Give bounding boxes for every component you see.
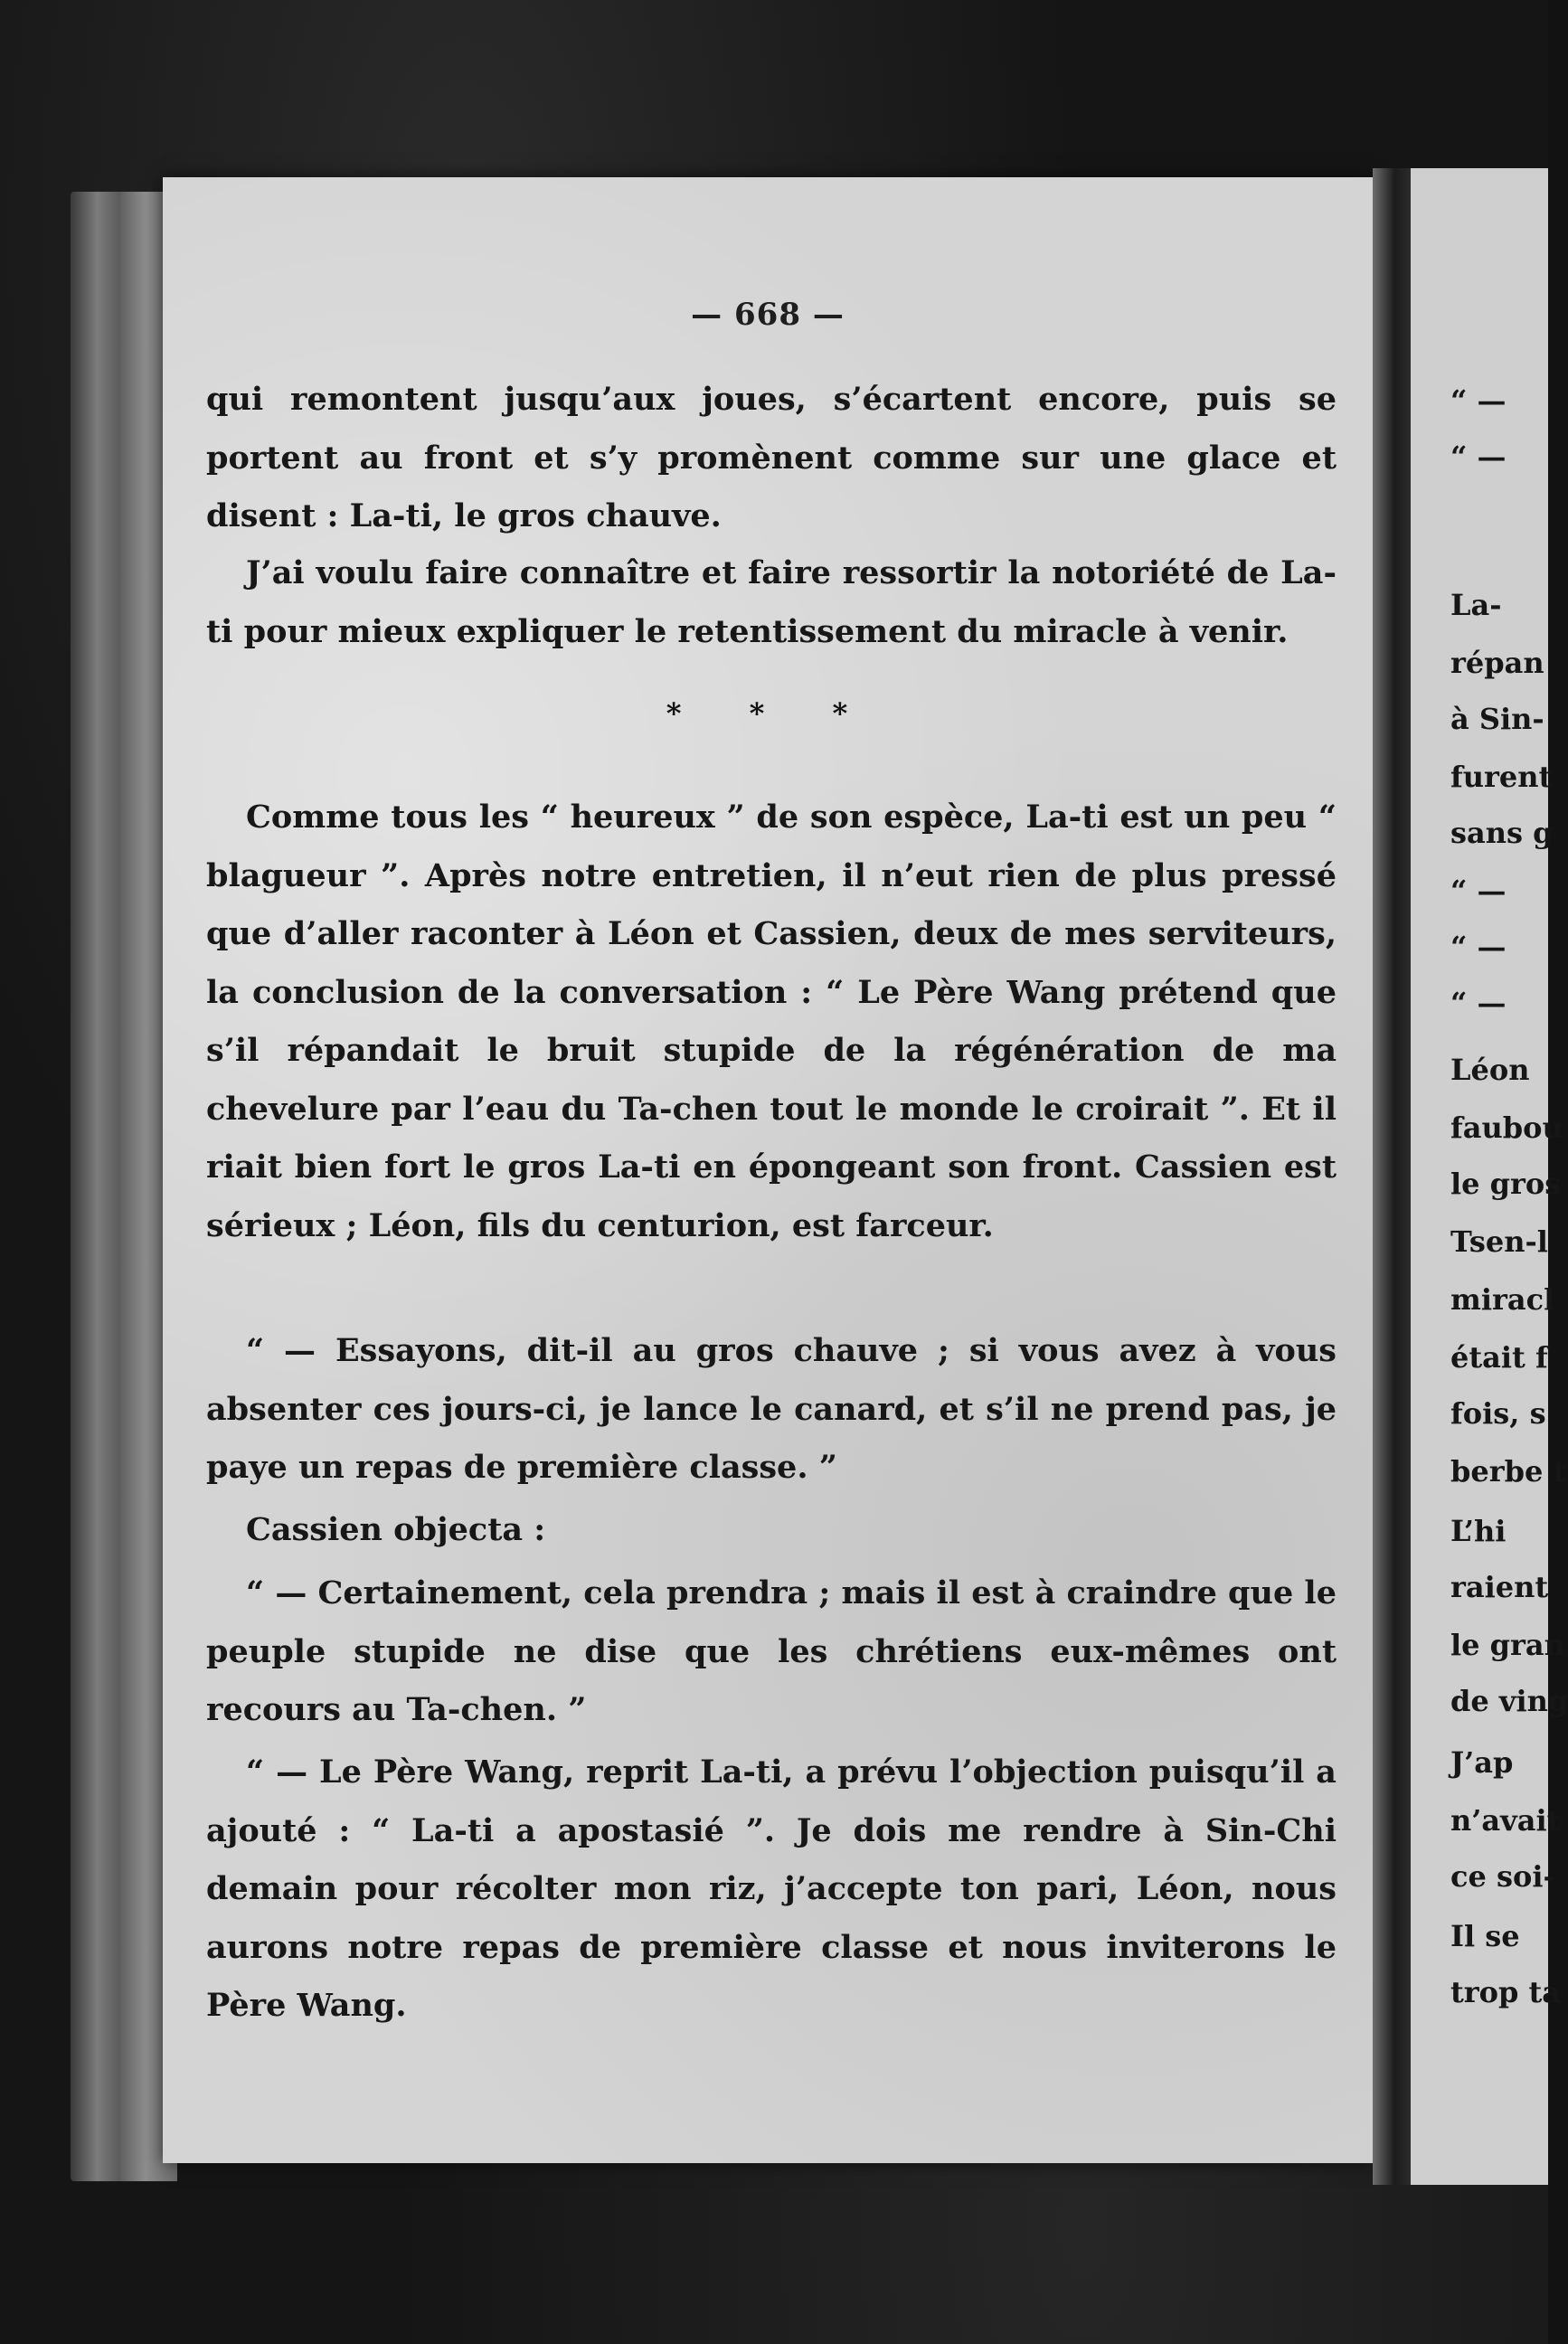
facing-line: “ —	[1450, 930, 1507, 964]
facing-line: le gros	[1450, 1167, 1562, 1201]
facing-line: n’avait	[1450, 1803, 1561, 1838]
paragraph: J’ai voulu faire connaître et faire ressortir la notoriété de La-ti pour mieux expliquer le retentissement du miracle à venir.	[206, 554, 1337, 650]
facing-line: Tsen-l	[1450, 1224, 1548, 1259]
facing-line: fois, s	[1450, 1396, 1546, 1431]
facing-line: le gran	[1450, 1628, 1565, 1662]
facing-line: raient	[1450, 1570, 1549, 1604]
facing-line: La-	[1450, 588, 1502, 622]
facing-line: L’hi	[1450, 1514, 1507, 1548]
page-stack-edge	[71, 192, 177, 2181]
book-gutter	[1373, 168, 1412, 2185]
facing-line: berbe t	[1450, 1454, 1567, 1489]
paragraph: “ — Essayons, dit-il au gros chauve ; si vous avez à vous absenter ces jours-ci, je lance le canard, et s’il ne prend pas, je paye un repas de première classe. ”	[206, 1332, 1337, 1486]
facing-line: répan	[1450, 646, 1544, 680]
facing-line: trop ta	[1450, 1975, 1562, 2009]
facing-line: J’ap	[1450, 1745, 1514, 1780]
facing-line: “ —	[1450, 874, 1507, 908]
section-ornament: * * *	[666, 696, 877, 731]
paragraph: “ — Le Père Wang, reprit La-ti, a prévu l’objection puisqu’il a ajouté : “ La-ti a apostasié ”. Je dois me rendre à Sin-Chi demain pour récolter mon riz, j’accepte ton pari, Léon, nous aurons notre repas de première classe et nous inviterons le Père Wang.	[206, 1753, 1337, 2024]
paragraph: Comme tous les “ heureux ” de son espèce, La-ti est un peu “ blagueur ”. Après notre entretien, il n’eut rien de plus pressé que d’aller raconter à Léon et Cassien, deux de mes serviteurs, la conclusion de la conversation : “ Le Père Wang prétend que s’il répandait le bruit stupide de la régénération de ma chevelure par l’eau du Ta-chen tout le monde le croirait ”. Et il riait bien fort le gros La-ti en épongeant son front. Cassien est sérieux ; Léon, fils du centurion, est farceur.	[206, 799, 1337, 1244]
facing-line: à Sin-	[1450, 702, 1544, 736]
facing-line: de ving	[1450, 1684, 1568, 1718]
facing-line: était f	[1450, 1340, 1548, 1375]
page-number: — 668 —	[691, 297, 845, 333]
paragraph: qui remontent jusqu’aux joues, s’écartent encore, puis se portent au front et s’y promènent comme sur une glace et disent : La-ti, le gros chauve.	[206, 381, 1337, 534]
facing-line: Il se	[1450, 1919, 1520, 1953]
facing-line: sans g	[1450, 816, 1554, 850]
paragraph: “ — Certainement, cela prendra ; mais il est à craindre que le peuple stupide ne dise que les chrétiens eux-mêmes ont recours au Ta-chen. ”	[206, 1574, 1337, 1728]
facing-line: “ —	[1450, 986, 1507, 1020]
facing-line: “ —	[1450, 440, 1507, 474]
facing-page	[1411, 168, 1568, 2185]
facing-line: furent	[1450, 760, 1553, 794]
page-text-block	[206, 181, 1337, 2024]
facing-line: ce soi-	[1450, 1859, 1555, 1894]
facing-line: miracl	[1450, 1282, 1555, 1317]
facing-line: faubou	[1450, 1111, 1563, 1145]
facing-line: “ —	[1450, 383, 1507, 418]
paragraph: Cassien objecta :	[246, 1511, 546, 1548]
facing-line: Léon	[1450, 1053, 1530, 1087]
